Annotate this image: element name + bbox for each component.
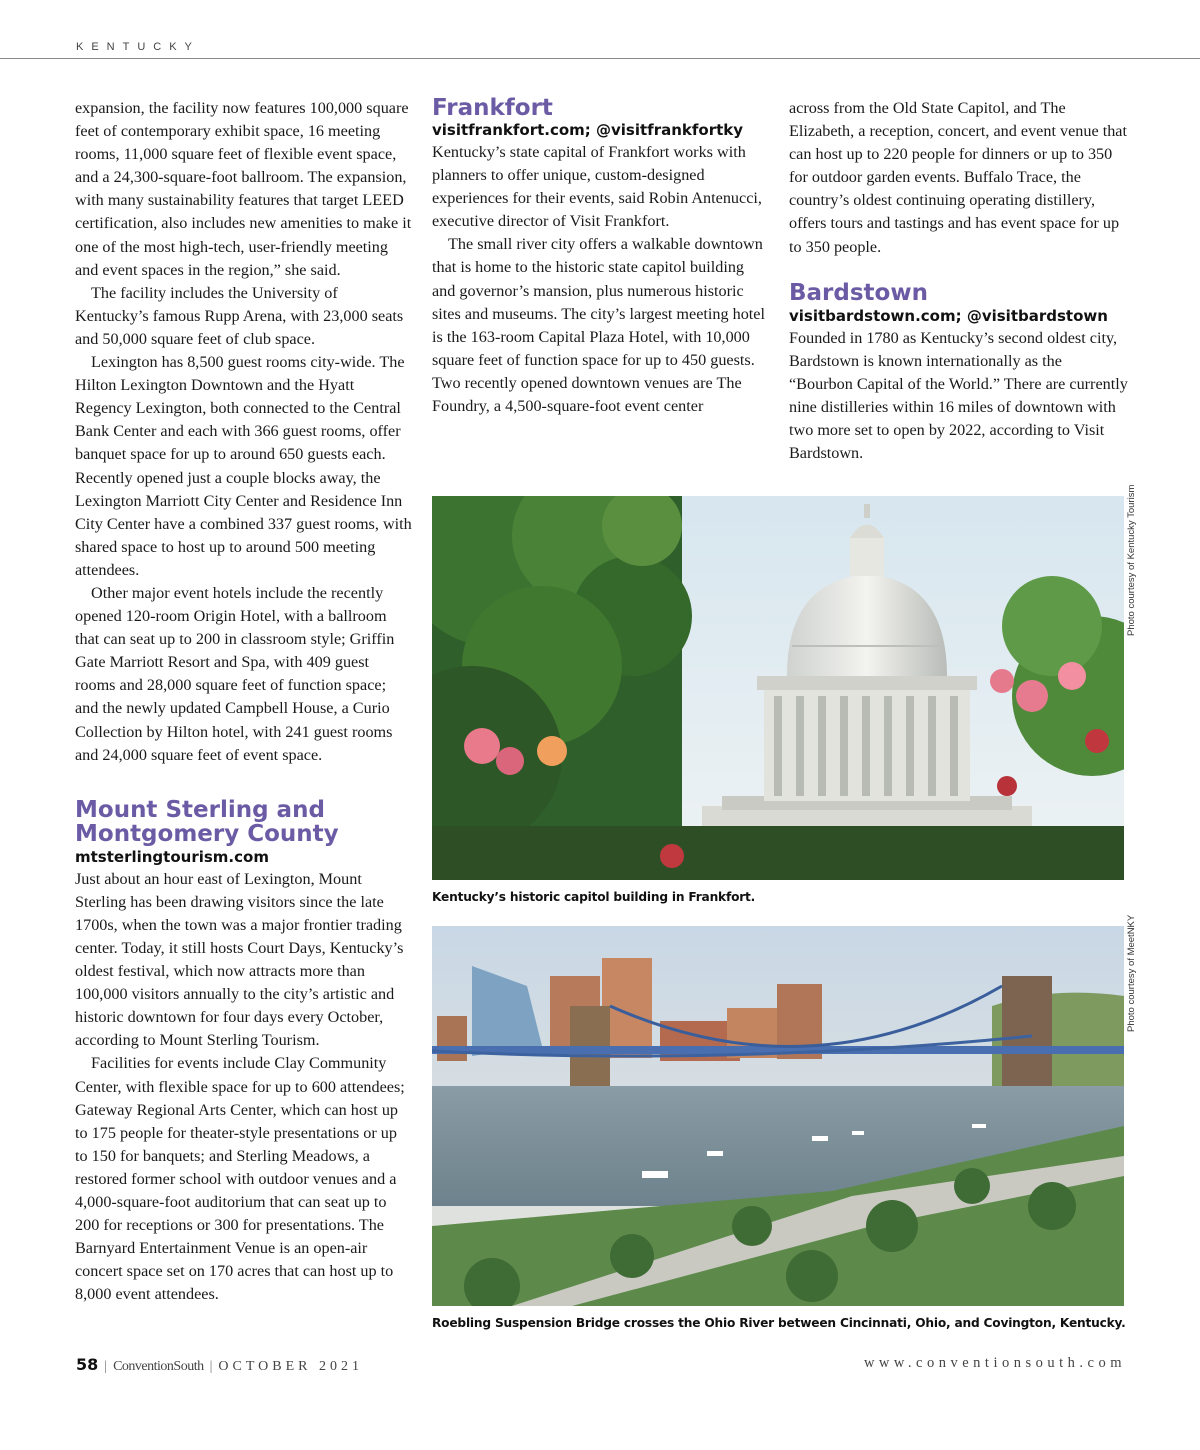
paragraph: Lexington has 8,500 guest rooms city-wide. The Hilton Lexington Downtown and the Hyatt Regency Lexington, both connected to the Central Bank Center and each with 366 guest rooms, offer banquet space for up to around 650 guests each. Recently opened just a couple blocks away, the Lexington Marriott City Center and Residence Inn City Center have a combined 337 guest rooms, with shared space to host up to around 500 meeting attendees. [75,353,412,579]
page-number: 58 [76,1355,99,1374]
capitol-caption: Kentucky’s historic capitol building in Frankfort. [432,890,756,904]
section-label: KENTUCKY [76,41,200,53]
paragraph: Other major event hotels include the recently opened 120-room Origin Hotel, with a ballroom that can seat up to 200 in classroom style; Griffin Gate Marriott Resort and Spa, with 409 guest rooms and 28,000 square feet of function space; and the newly updated Campbell House, a Curio Collection by Hilton hotel, with 241 guest rooms and 24,000 square feet of event space. [75,583,395,764]
footer-separator: | [209,1359,213,1374]
section-title-line: Mount Sterling and [75,796,325,823]
paragraph: Facilities for events include Clay Community Center, with flexible space for up to 600 attendees; Gateway Regional Arts Center, which can host up to 175 people for theater-style presentations or up to 150 for banquets; and Sterling Meadows, a restored former school with outdoor venues and a 4,000-square-foot auditorium that can seat up to 200 for receptions or 300 for presentations. The Barnyard Entertainment Venue is an open-air concert space set on 170 acres that can host up to 8,000 event attendees. [75,1054,405,1304]
paragraph: across from the Old State Capitol, and The Elizabeth, a reception, concert, and event venue that can host up to 220 people for dinners or up to 350 for outdoor garden events. Buffalo Trace, the country’s oldest continuing operating distillery, offers tours and tastings and has event space for up to 350 people. [789,99,1127,256]
header-rule [0,58,1200,59]
issue-date: OCTOBER 2021 [218,1359,363,1374]
section-title-bardstown: Bardstown [789,279,928,306]
section-title-frankfort: Frankfort [432,95,553,121]
column-3 [789,97,1129,465]
capitol-photo-credit: Photo courtesy of Kentucky Tourism [1126,484,1137,636]
column-2 [432,97,769,418]
paragraph: Founded in 1780 as Kentucky’s second oldest city, Bardstown is known internationally as the “Bourbon Capital of the World.” There are currently nine distilleries within 16 miles of downtown with two more set to open by 2022, according to Visit Bardstown. [789,328,1128,463]
section-url-bardstown[interactable]: visitbardstown.com; @visitbardstown [789,306,1108,325]
section-title-mount-sterling [75,798,412,846]
paragraph: The small river city offers a walkable downtown that is home to the historic state capitol building and governor’s mansion, plus numerous historic sites and museums. The city’s largest meeting hotel is the 163-room Capital Plaza Hotel, with 10,000 square feet of function space for up to 450 guests. Two recently opened downtown venues are The Foundry, a 4,500-square-foot event center [432,235,765,416]
footer-left [76,1355,363,1375]
paragraph: Kentucky’s state capital of Frankfort works with planners to offer unique, custom-designed experiences for their events, said Robin Antenucci, executive director of Visit Frankfort. [432,143,762,231]
bridge-photo [432,926,1124,1306]
paragraph: Just about an hour east of Lexington, Mount Sterling has been drawing visitors since the late 1700s, when the town was a major frontier trading center. Today, it still hosts Court Days, Kentucky’s oldest festival, which now attracts more than 100,000 visitors annually to the city’s artistic and historic downtown for four days every October, according to Mount Sterling Tourism. [75,869,404,1050]
capitol-photo [432,496,1124,880]
section-url-mount-sterling[interactable]: mtsterlingtourism.com [75,847,269,866]
section-title-line: Montgomery County [75,820,339,847]
footer-separator: | [104,1359,108,1374]
bridge-photo-credit: Photo courtesy of MeetNKY [1126,914,1137,1032]
paragraph: expansion, the facility now features 100,000 square feet of contemporary exhibit space, 16 meeting rooms, 11,000 square feet of flexible event space, and a 24,300-square-foot ballroom. The expansion, with many sustainability features that target LEED certification, also includes new amenities to make it one of the most high-tech, user-friendly meeting and event spaces in the region,” she said. [75,99,412,279]
section-url-frankfort[interactable]: visitfrankfort.com; @visitfrankfortky [432,121,744,139]
magazine-name: ConventionSouth [113,1359,204,1374]
paragraph: The facility includes the University of Kentucky’s famous Rupp Arena, with 23,000 seats and 50,000 square feet of club space. [75,283,404,348]
column-1 [75,97,412,1307]
footer-website[interactable]: www.conventionsouth.com [863,1355,1126,1371]
bridge-caption: Roebling Suspension Bridge crosses the Ohio River between Cincinnati, Ohio, and Covington, Kentucky. [432,1316,1126,1330]
